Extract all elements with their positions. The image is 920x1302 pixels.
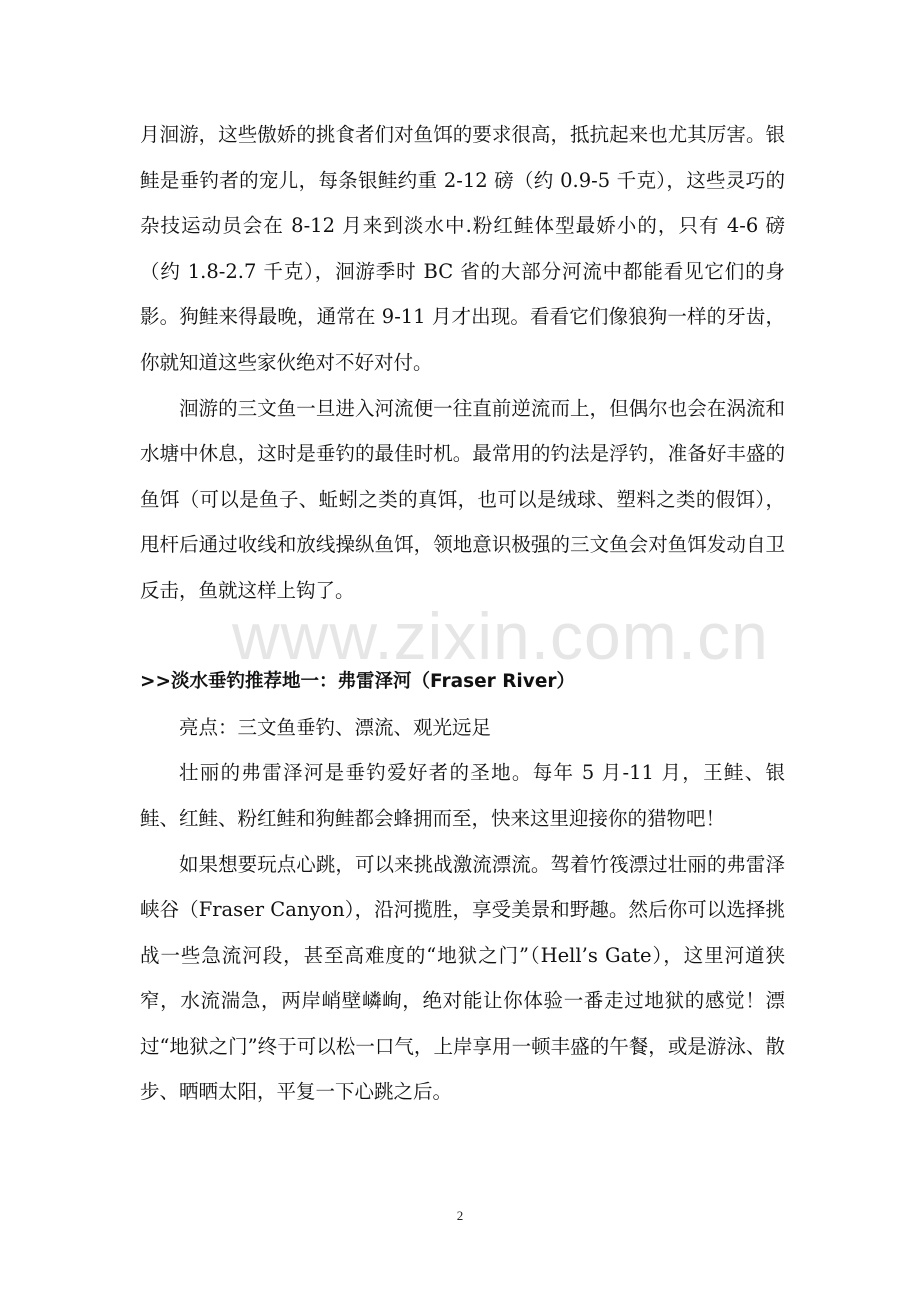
paragraph-fishing-method: 洄游的三文鱼一旦进入河流便一往直前逆流而上，但偶尔也会在涡流和水塘中休息，这时是垂钓的最佳时机。最常用的钓法是浮钓，准备好丰盛的鱼饵（可以是鱼子、蚯蚓之类的真饵，也可以是绒球、塑料之类的假饵），甩杆后通过收线和放线操纵鱼饵，领地意识极强的三文鱼会对鱼饵发动自卫反击，鱼就这样上钩了。	[140, 396, 785, 602]
paragraph-fraser-river: 壮丽的弗雷泽河是垂钓爱好者的圣地。每年 5 月-11 月，王鲑、银鲑、红鲑、粉红鲑和狗鲑都会蜂拥而至，快来这里迎接你的猎物吧！	[140, 761, 785, 830]
section-heading: >>淡水垂钓推荐地一：弗雷泽河（Fraser River）	[140, 671, 576, 693]
page-number: 2	[456, 1208, 464, 1223]
page-body	[140, 112, 785, 1115]
watermark: www.zixin.com.cn	[232, 599, 769, 673]
paragraph-salmon-species: 月洄游，这些傲娇的挑食者们对鱼饵的要求很高，抵抗起来也尤其厉害。银鲑是垂钓者的宠儿，每条银鲑约重 2-12 磅（约 0.9-5 千克），这些灵巧的杂技运动员会在 8-12 月来到淡水中.粉红鲑体型最娇小的，只有 4-6 磅（约 1.8-2.7 千克），洄游季时 BC 省的大部分河流中都能看见它们的身影。狗鲑来得最晚，通常在 9-11 月才出现。看看它们像狼狗一样的牙齿，你就知道这些家伙绝对不好对付。	[140, 123, 785, 374]
section-spacer	[140, 614, 785, 660]
highlights-line: 亮点：三文鱼垂钓、漂流、观光远足	[179, 715, 492, 739]
paragraph-rafting: 如果想要玩点心跳，可以来挑战激流漂流。驾着竹筏漂过壮丽的弗雷泽峡谷（Fraser Canyon），沿河揽胜，享受美景和野趣。然后你可以选择挑战一些急流河段，甚至高难度的“地狱之门”（Hell’s Gate），这里河道狭窄，水流湍急，两岸峭壁嶙峋，绝对能让你体验一番走过地狱的感觉！漂过“地狱之门”终于可以松一口气，上岸享用一顿丰盛的午餐，或是游泳、散步、晒晒太阳，平复一下心跳之后。	[140, 852, 785, 1104]
